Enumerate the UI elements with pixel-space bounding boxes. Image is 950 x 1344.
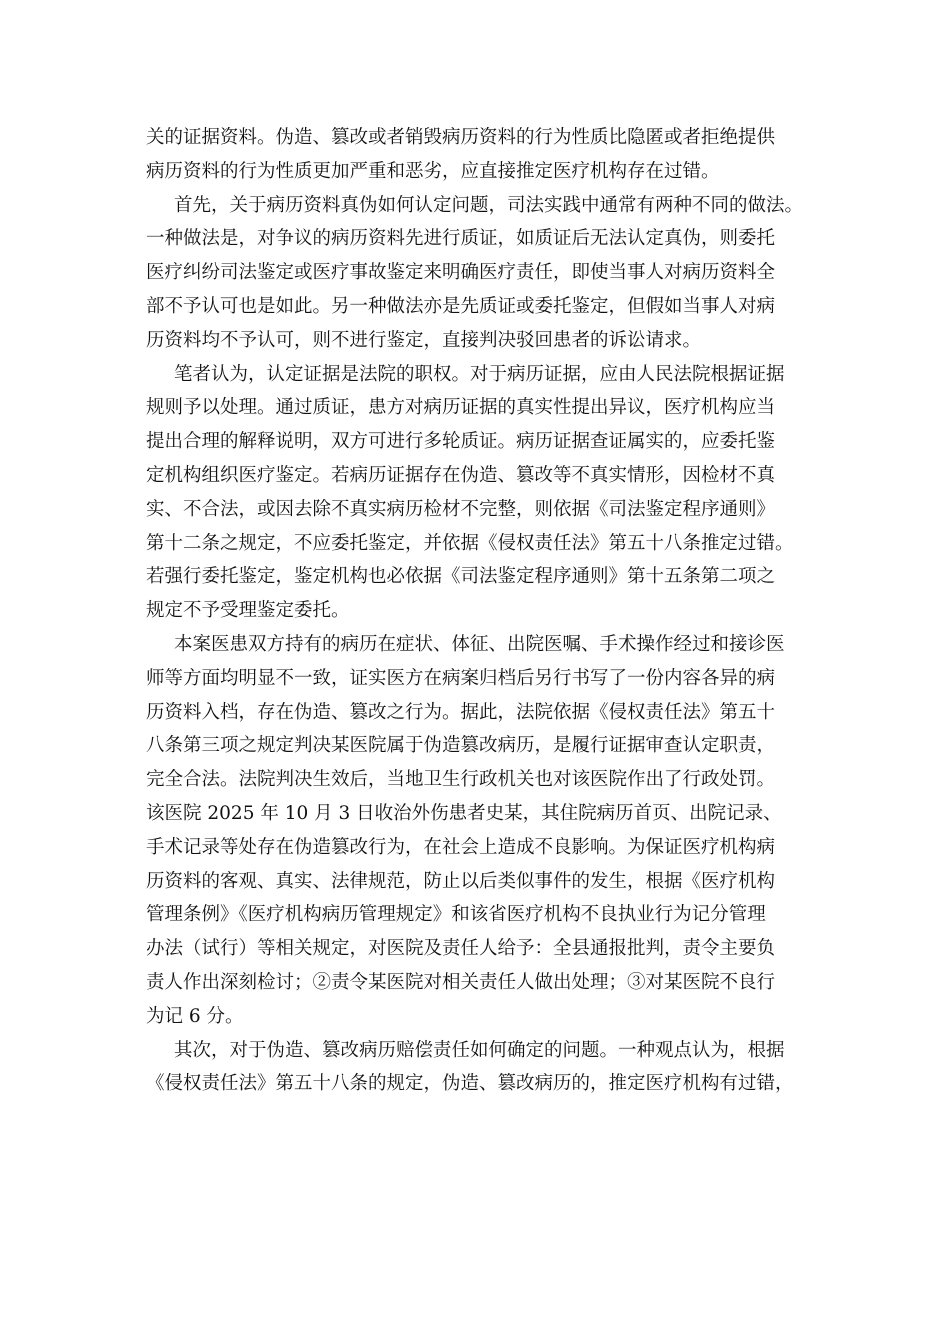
text-line: 第十二条之规定，不应委托鉴定，并依据《侵权责任法》第五十八条推定过错。 bbox=[146, 532, 794, 554]
document-body bbox=[146, 121, 816, 1101]
paragraph bbox=[146, 358, 816, 628]
text-line: 《侵权责任法》第五十八条的规定，伪造、篡改病历的，推定医疗机构有过错， bbox=[146, 1073, 794, 1095]
text-line: 师等方面均明显不一致，证实医方在病案归档后另行书写了一份内容各异的病 bbox=[146, 667, 776, 689]
paragraph bbox=[146, 121, 816, 189]
text-line: 首先，关于病历资料真伪如何认定问题，司法实践中通常有两种不同的做法。 bbox=[174, 194, 804, 216]
text-line: 历资料的客观、真实、法律规范，防止以后类似事件的发生，根据《医疗机构 bbox=[146, 870, 776, 892]
text-line: 本案医患双方持有的病历在症状、体征、出院医嘱、手术操作经过和接诊医 bbox=[174, 633, 785, 655]
text-line: 责人作出深刻检讨；②责令某医院对相关责任人做出处理；③对某医院不良行 bbox=[146, 971, 776, 993]
text-line: 笔者认为，认定证据是法院的职权。对于病历证据，应由人民法院根据证据 bbox=[174, 363, 785, 385]
paragraph bbox=[146, 797, 816, 1034]
text-line: 完全合法。法院判决生效后，当地卫生行政机关也对该医院作出了行政处罚。 bbox=[146, 769, 776, 791]
text-line: 部不予认可也是如此。另一种做法亦是先质证或委托鉴定，但假如当事人对病 bbox=[146, 295, 776, 317]
text-line: 为记 6 分。 bbox=[146, 1005, 244, 1027]
text-line: 办法（试行）等相关规定，对医院及责任人给予：全县通报批判，责令主要负 bbox=[146, 938, 776, 960]
text-line: 医疗纠纷司法鉴定或医疗事故鉴定来明确医疗责任，即使当事人对病历资料全 bbox=[146, 262, 776, 284]
text-line: 手术记录等处存在伪造篡改行为，在社会上造成不良影响。为保证医疗机构病 bbox=[146, 836, 776, 858]
text-line: 若强行委托鉴定，鉴定机构也必依据《司法鉴定程序通则》第十五条第二项之 bbox=[146, 566, 776, 588]
text-line: 关的证据资料。伪造、篡改或者销毁病历资料的行为性质比隐匿或者拒绝提供 bbox=[146, 127, 776, 148]
text-line: 规则予以处理。通过质证，患方对病历证据的真实性提出异议，医疗机构应当 bbox=[146, 397, 776, 419]
text-line: 管理条例》《医疗机构病历管理规定》和该省医疗机构不良执业行为记分管理 bbox=[146, 904, 766, 926]
text-line: 历资料均不予认可，则不进行鉴定，直接判决驳回患者的诉讼请求。 bbox=[146, 329, 702, 351]
paragraph bbox=[146, 189, 816, 358]
text-line: 病历资料的行为性质更加严重和恶劣，应直接推定医疗机构存在过错。 bbox=[146, 160, 720, 182]
text-line: 实、不合法，或因去除不真实病历检材不完整，则依据《司法鉴定程序通则》 bbox=[146, 498, 776, 520]
text-line: 提出合理的解释说明，双方可进行多轮质证。病历证据查证属实的，应委托鉴 bbox=[146, 431, 776, 453]
paragraph bbox=[146, 628, 816, 797]
text-line: 该医院 2025 年 10 月 3 日收治外伤患者史某，其住院病历首页、出院记录、 bbox=[146, 802, 782, 824]
text-line: 八条第三项之规定判决某医院属于伪造篡改病历，是履行证据审查认定职责， bbox=[146, 735, 776, 757]
text-line: 定机构组织医疗鉴定。若病历证据存在伪造、篡改等不真实情形，因检材不真 bbox=[146, 464, 776, 486]
text-line: 规定不予受理鉴定委托。 bbox=[146, 600, 350, 622]
text-line: 其次，对于伪造、篡改病历赔偿责任如何确定的问题。一种观点认为，根据 bbox=[174, 1039, 785, 1061]
text-line: 历资料入档，存在伪造、篡改之行为。据此，法院依据《侵权责任法》第五十 bbox=[146, 701, 776, 723]
paragraph bbox=[146, 1034, 816, 1102]
text-line: 一种做法是，对争议的病历资料先进行质证，如质证后无法认定真伪，则委托 bbox=[146, 228, 776, 250]
